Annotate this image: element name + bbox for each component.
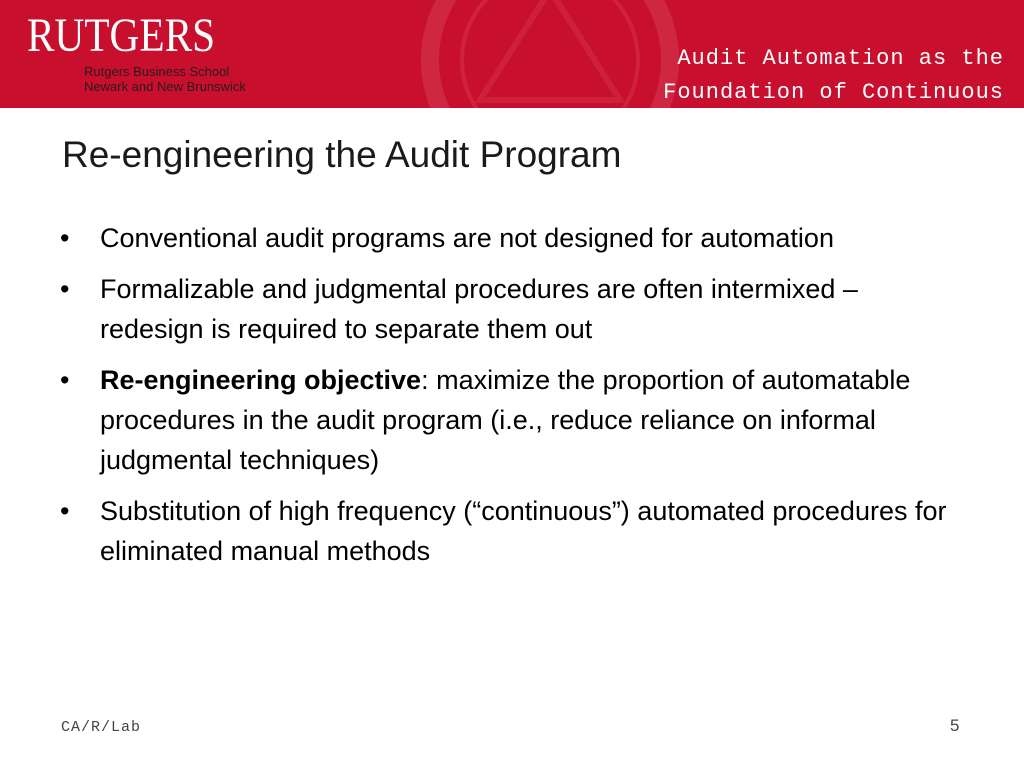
- bullet-text: Conventional audit programs are not designed for automation: [100, 223, 834, 253]
- bullet-list: [58, 218, 958, 582]
- bullet-item: [58, 491, 958, 571]
- bullet-text: : maximize the proportion of automatable procedures in the audit program (i.e., reduce reliance on informal judgmental techniques): [100, 365, 911, 475]
- bullet-item: [58, 218, 958, 258]
- header-banner: [0, 0, 1024, 108]
- presentation-title-line1: Audit Automation as the: [677, 46, 1004, 71]
- bullet-item: [58, 269, 958, 349]
- bullet-text: Substitution of high frequency (“continuous”) automated procedures for eliminated manual methods: [100, 496, 947, 566]
- rutgers-logo: RUTGERS: [27, 9, 216, 62]
- bullet-icon: •: [60, 223, 70, 253]
- presentation-title: [484, 42, 1004, 108]
- bullet-text: Formalizable and judgmental procedures are often intermixed – redesign is required to separate them out: [100, 274, 858, 344]
- school-name-line1: Rutgers Business School: [84, 64, 230, 79]
- presentation-title-line2: Foundation of Continuous: [663, 80, 1004, 105]
- bullet-item: [58, 360, 958, 480]
- school-name-line2: Newark and New Brunswick: [84, 79, 246, 94]
- footer-lab-name: CA/R/Lab: [61, 719, 142, 736]
- bullet-emphasis: Re-engineering objective: [100, 365, 422, 395]
- slide-title: Re-engineering the Audit Program: [62, 134, 622, 175]
- bullet-icon: •: [60, 496, 70, 526]
- bullet-icon: •: [60, 274, 70, 304]
- bullet-icon: •: [60, 365, 70, 395]
- page-number: 5: [950, 716, 960, 735]
